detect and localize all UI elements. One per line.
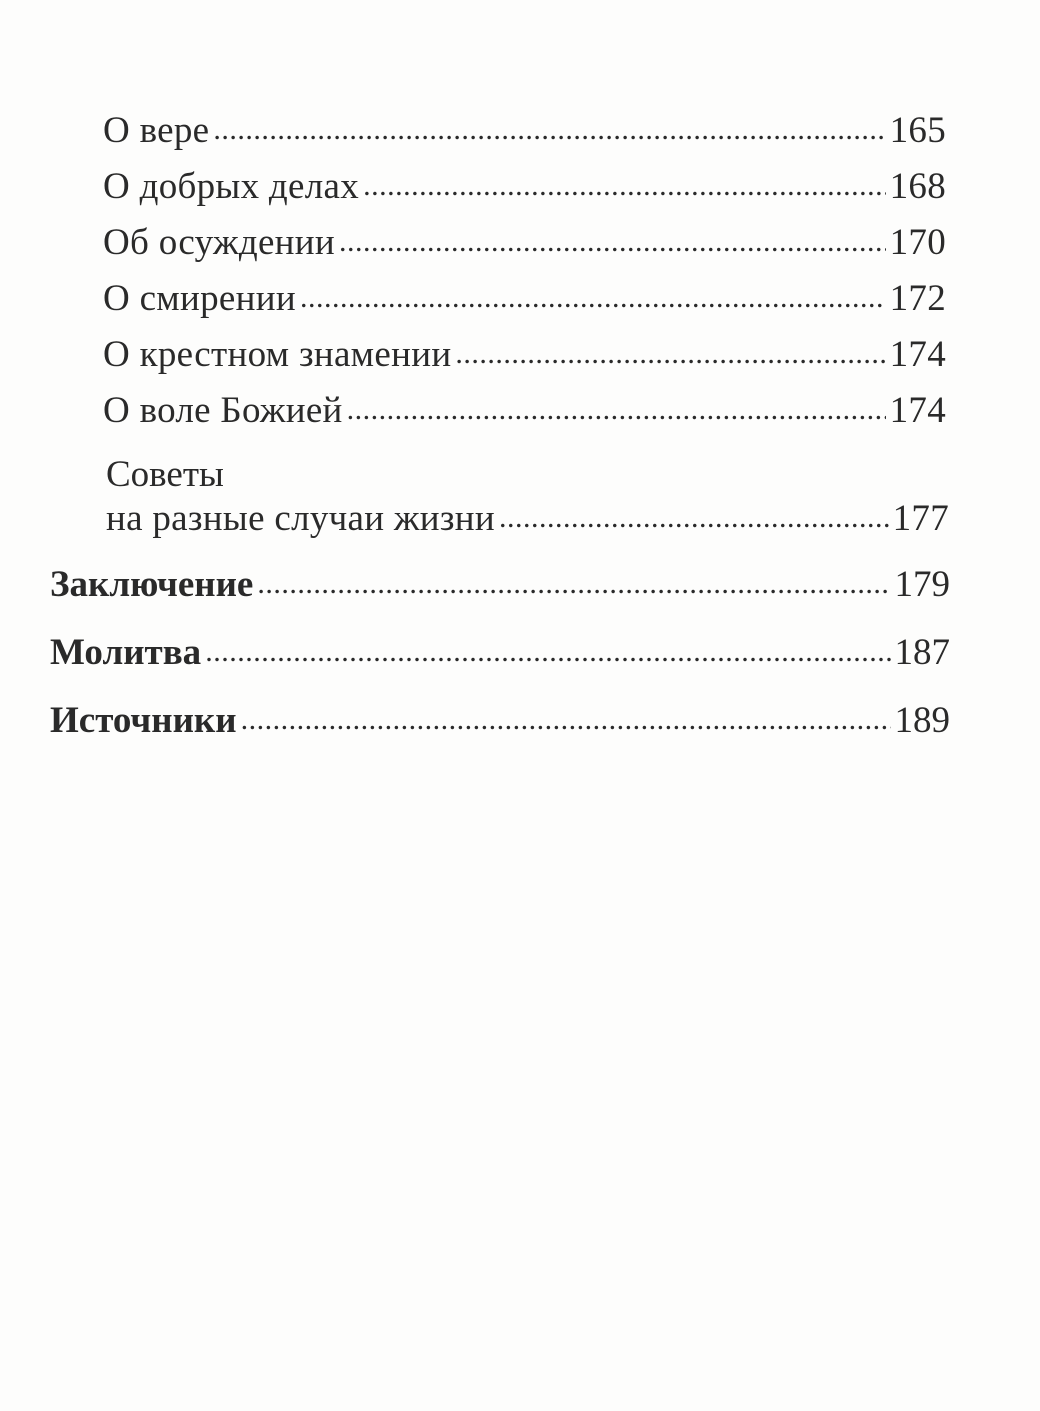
leader-dots <box>257 563 890 600</box>
toc-entry-title: О крестном знамении <box>103 334 452 375</box>
toc-entry[interactable] <box>103 224 946 261</box>
toc-entry-page: 187 <box>894 632 950 673</box>
toc-entry-page: 170 <box>889 222 946 263</box>
toc-entry-title-line1: Советы <box>106 454 224 495</box>
toc-main-entry-conclusion[interactable] <box>50 566 950 603</box>
leader-dots <box>300 277 886 314</box>
toc-entry-title: О воле Божией <box>103 390 343 431</box>
toc-entry-page: 165 <box>889 110 946 151</box>
leader-dots <box>213 109 885 146</box>
toc-entry-title: Источники <box>50 700 237 741</box>
toc-entry-title: Об осуждении <box>103 222 335 263</box>
leader-dots <box>339 221 886 258</box>
toc-main-entry-prayer[interactable] <box>50 634 950 671</box>
leader-dots <box>347 389 886 426</box>
toc-entry[interactable] <box>103 392 946 429</box>
toc-entry-title: О смирении <box>103 278 296 319</box>
leader-dots <box>241 699 891 736</box>
toc-entry-page: 179 <box>894 564 950 605</box>
toc-main-entry-sources[interactable] <box>50 702 950 739</box>
toc-entry-title: О вере <box>103 110 210 151</box>
toc-entry-page: 177 <box>892 498 949 539</box>
toc-entry-title: О добрых делах <box>103 166 360 207</box>
toc-entry-page: 174 <box>889 390 946 431</box>
leader-dots <box>363 165 886 202</box>
toc-entry-advice[interactable] <box>106 500 949 537</box>
toc-entry-title: Молитва <box>50 632 202 673</box>
toc-entry-page: 174 <box>889 334 946 375</box>
toc-entry[interactable] <box>103 168 946 205</box>
leader-dots <box>455 333 885 370</box>
leader-dots <box>499 497 889 534</box>
toc-entry-page: 168 <box>889 166 946 207</box>
toc-entry[interactable] <box>103 336 946 373</box>
toc-entry-page: 172 <box>889 278 946 319</box>
toc-entry-title: Заключение <box>50 564 254 605</box>
toc-entry-page: 189 <box>894 700 950 741</box>
toc-entry[interactable] <box>103 280 946 317</box>
toc-entry-title: на разные случаи жизни <box>106 498 495 539</box>
toc-entry[interactable] <box>103 112 946 149</box>
leader-dots <box>205 631 890 668</box>
